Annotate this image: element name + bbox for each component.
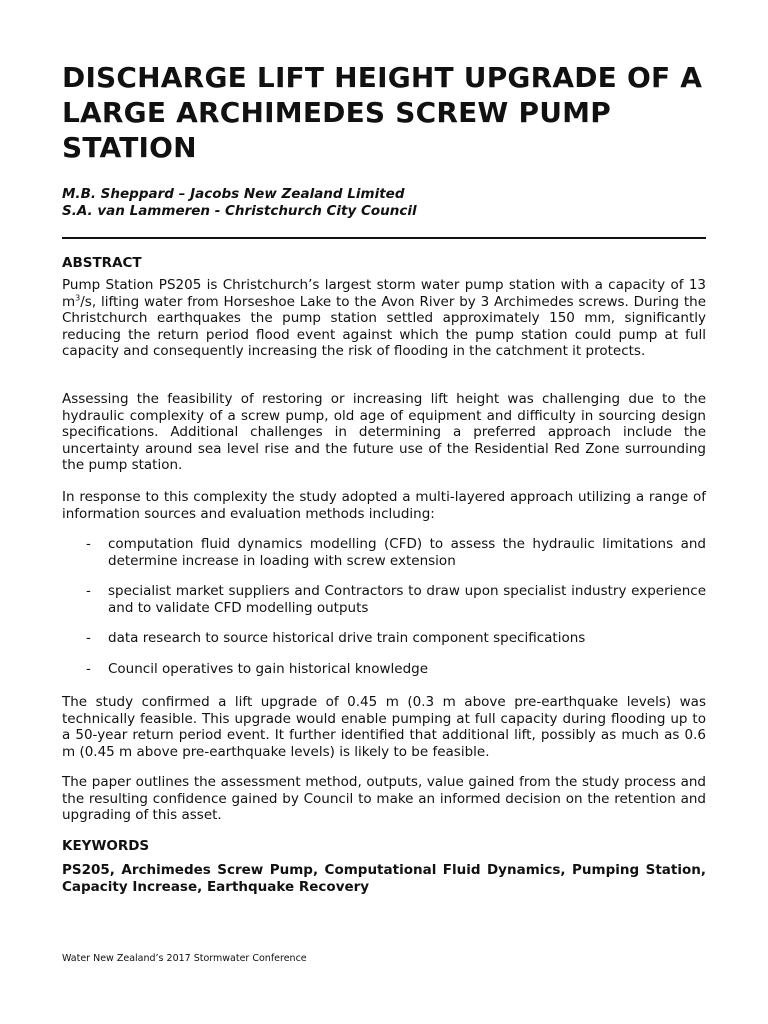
list-dash: - [86,660,91,677]
abstract-paragraph-3: In response to this complexity the study adopted a multi-layered approach utilizing a range of information sources and evaluation methods including: [62,489,706,522]
list-item-text: data research to source historical drive train component specifications [108,630,586,647]
methods-list [62,536,706,692]
author-list [62,186,706,220]
abstract-paragraph-1 [62,277,706,360]
abstract-paragraph-2: Assessing the feasibility of restoring or increasing lift height was challenging due to the hydraulic complexity of a screw pump, old age of equipment and difficulty in sourcing design specifications. Additional challenges in determining a preferred approach include the uncertainty around sea level rise and the future use of the Residential Red Zone surrounding the pump station. [62,391,706,474]
abstract-paragraph-4: The study confirmed a lift upgrade of 0.45 m (0.3 m above pre-earthquake levels) was technically feasible. This upgrade would enable pumping at full capacity during flooding up to a 50-year return period event. It further identified that additional lift, possibly as much as 0.6 m (0.45 m above pre-earthquake levels) is likely to be feasible. [62,694,706,760]
author-1: M.B. Sheppard – Jacobs New Zealand Limited [62,186,405,202]
author-2: S.A. van Lammeren - Christchurch City Council [62,203,417,219]
superscript-3: 3 [75,293,81,303]
list-dash: - [86,536,91,552]
list-dash: - [86,630,91,647]
title-divider [62,237,706,239]
list-item [62,583,706,616]
abstract-paragraph-1-part-a: Pump Station PS205 is Christchurch’s largest storm water pump station with a capacity of 13 m [62,277,706,310]
keywords-heading: KEYWORDS [62,838,150,854]
list-item [62,536,706,569]
abstract-paragraph-5: The paper outlines the assessment method, outputs, value gained from the study process and the resulting confidence gained by Council to make an informed decision on the retention and upgrading of this asset. [62,774,706,824]
paper-title: DISCHARGE LIFT HEIGHT UPGRADE OF A LARGE ARCHIMEDES SCREW PUMP STATION [62,61,703,164]
keywords-text: PS205, Archimedes Screw Pump, Computational Fluid Dynamics, Pumping Station, Capacity Increase, Earthquake Recovery [62,862,706,895]
list-item-text: computation fluid dynamics modelling (CFD) to assess the hydraulic limitations and determine increase in loading with screw extension [108,536,706,569]
page-footer: Water New Zealand’s 2017 Stormwater Conference [62,953,307,964]
list-item [62,630,706,647]
list-item [62,661,706,678]
list-item-text: specialist market suppliers and Contractors to draw upon specialist industry experience and to validate CFD modelling outputs [108,583,706,616]
abstract-paragraph-1-part-b: /s, lifting water from Horseshoe Lake to the Avon River by 3 Archimedes screws. During the Christchurch earthquakes the pump station settled approximately 150 mm, significantly reducing the return period flood event against which the pump station could pump at full capacity and consequently increasing the risk of flooding in the catchment it protects. [62,293,706,360]
list-dash: - [86,583,91,600]
abstract-heading: ABSTRACT [62,255,142,271]
list-item-text: Council operatives to gain historical knowledge [108,660,429,677]
